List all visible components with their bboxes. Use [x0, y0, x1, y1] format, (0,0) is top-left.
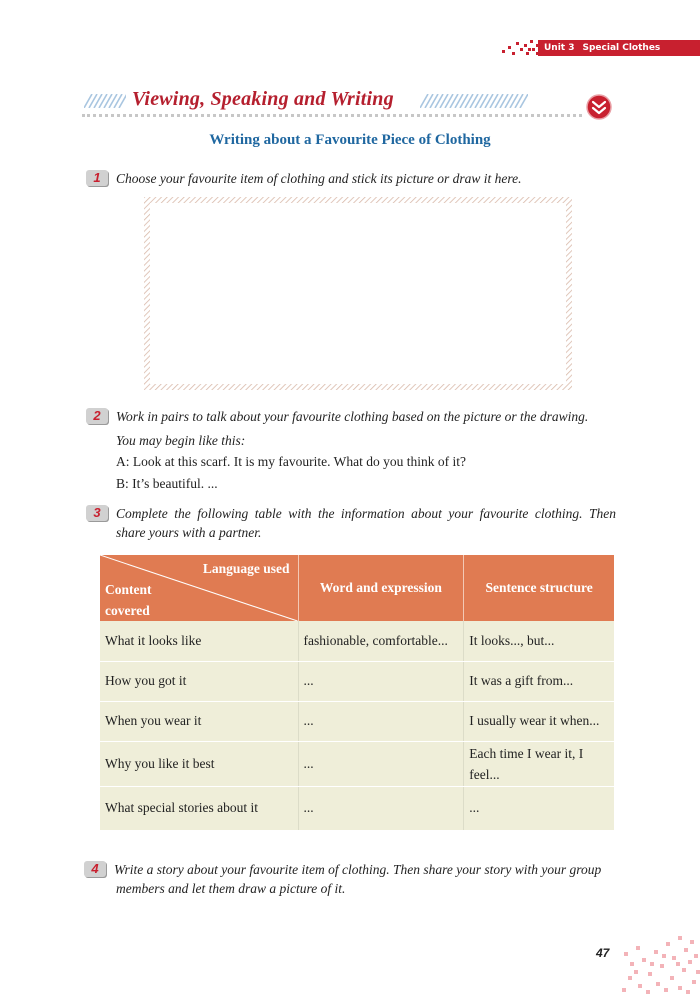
task-2-lead: You may begin like this: — [116, 433, 246, 448]
table-cell: What special stories about it — [100, 786, 298, 830]
corner-covered-label: covered — [105, 603, 150, 618]
clothing-table — [100, 555, 614, 831]
table-header-row — [100, 555, 614, 621]
section-title: Viewing, Speaking and Writing — [132, 88, 394, 110]
table-row — [100, 741, 614, 786]
task-2-instruction: Work in pairs to talk about your favourite clothing based on the picture or the drawing. — [116, 409, 589, 424]
page-subtitle: Writing about a Favourite Piece of Clothing — [209, 132, 491, 148]
table-row — [100, 701, 614, 741]
unit-title: Special Clothes — [582, 43, 661, 53]
table-cell: fashionable, comfortable... — [298, 621, 464, 661]
corner-content-label: Content — [105, 582, 152, 597]
corner-header-top: Language used — [202, 561, 290, 576]
table-cell: ... — [464, 786, 614, 830]
task-4-instruction-line1: Write a story about your favourite item of clothing. Then share your story with your group — [114, 862, 602, 877]
table-row — [100, 661, 614, 701]
corner-header-bottom — [105, 579, 152, 621]
table-cell: I usually wear it when... — [464, 701, 614, 741]
task-number-badge: 2 — [86, 408, 108, 424]
table-corner-cell — [100, 555, 298, 621]
table-cell: ... — [298, 661, 464, 701]
table-cell: Why you like it best — [100, 741, 298, 786]
unit-tag — [538, 40, 700, 56]
column-header: Word and expression — [298, 555, 464, 621]
picture-frame — [144, 197, 572, 390]
pixel-decoration — [500, 38, 540, 58]
task-1-instruction: Choose your favourite item of clothing and stick its picture or draw it here. — [116, 171, 522, 186]
chevron-down-icon — [586, 94, 612, 120]
dialogue-line-a: A: Look at this scarf. It is my favourite. What do you think of it? — [116, 454, 466, 469]
task-3-instruction-line2: share yours with a partner. — [116, 525, 262, 540]
table-cell: ... — [298, 741, 464, 786]
table-cell: When you wear it — [100, 701, 298, 741]
table-row — [100, 786, 614, 830]
header-stripes-left — [84, 94, 126, 108]
pixel-decoration — [620, 932, 700, 996]
unit-label: Unit 3 — [544, 43, 575, 53]
table-row — [100, 621, 614, 661]
table-cell: Each time I wear it, I feel... — [464, 741, 614, 786]
task-number-badge: 4 — [84, 861, 106, 877]
page-number: 47 — [596, 946, 610, 960]
table-cell: How you got it — [100, 661, 298, 701]
header-divider — [82, 114, 582, 117]
header-stripes-right — [420, 94, 528, 108]
column-header: Sentence structure — [464, 555, 614, 621]
task-number-badge: 3 — [86, 505, 108, 521]
dialogue-line-b: B: It’s beautiful. ... — [116, 476, 218, 491]
table-cell: What it looks like — [100, 621, 298, 661]
task-4-instruction-line2: members and let them draw a picture of it. — [116, 881, 346, 896]
task-3-instruction-line1: Complete the following table with the information about your favourite clothing. Then — [116, 506, 616, 521]
table-cell: ... — [298, 701, 464, 741]
table-cell: ... — [298, 786, 464, 830]
table-cell: It was a gift from... — [464, 661, 614, 701]
table-cell: It looks..., but... — [464, 621, 614, 661]
task-number-badge: 1 — [86, 170, 108, 186]
